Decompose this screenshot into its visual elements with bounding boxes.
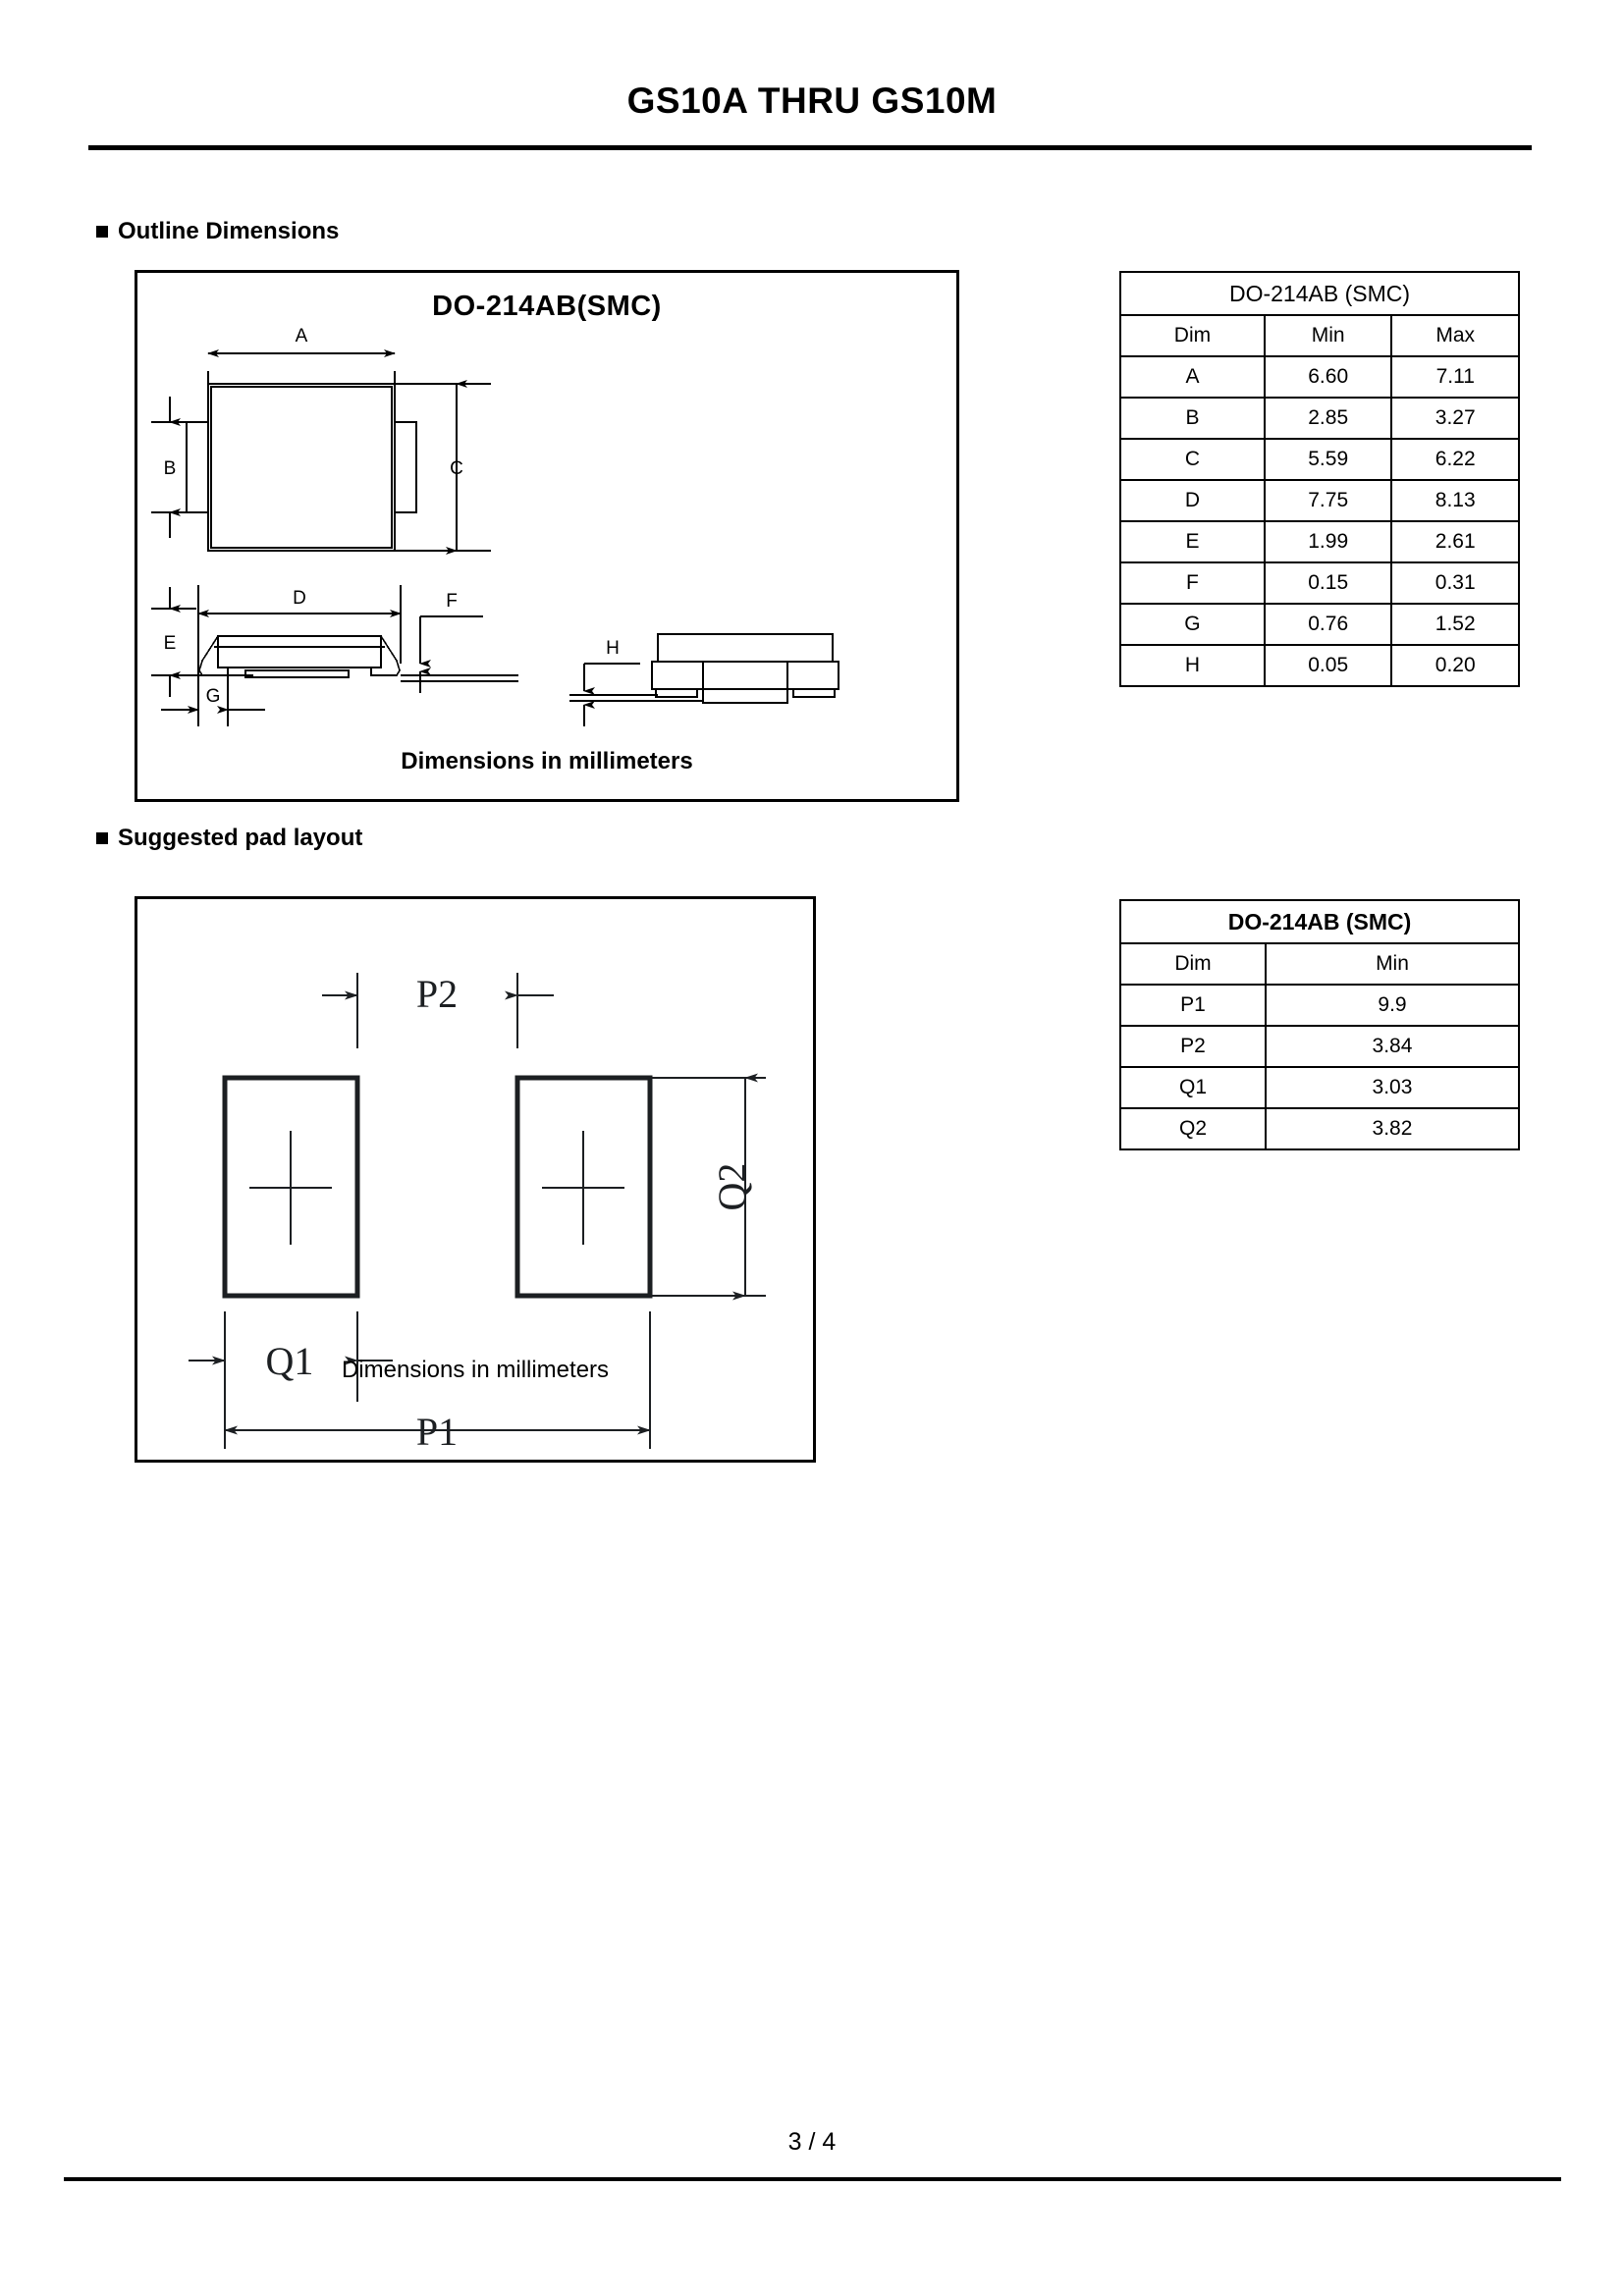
cell-max: 0.31 bbox=[1391, 562, 1519, 604]
cell-min: 6.60 bbox=[1265, 356, 1392, 398]
table-row bbox=[1120, 1108, 1519, 1149]
table-header-row bbox=[1120, 315, 1519, 356]
table-title-row bbox=[1120, 272, 1519, 315]
cell-dim: E bbox=[1120, 521, 1265, 562]
square-bullet-icon bbox=[96, 832, 108, 844]
cell-min: 7.75 bbox=[1265, 480, 1392, 521]
section-heading-suggested-pad-layout bbox=[96, 825, 362, 852]
cell-dim: B bbox=[1120, 398, 1265, 439]
cell-min: 0.15 bbox=[1265, 562, 1392, 604]
table-row bbox=[1120, 480, 1519, 521]
header-divider bbox=[88, 145, 1532, 150]
cell-max: 0.20 bbox=[1391, 645, 1519, 686]
cell-max: 7.11 bbox=[1391, 356, 1519, 398]
dim-label-C: C bbox=[450, 458, 463, 479]
dim-label-D: D bbox=[293, 588, 306, 609]
cell-dim: P1 bbox=[1120, 985, 1266, 1026]
table-title: DO-214AB (SMC) bbox=[1120, 272, 1519, 315]
cell-dim: Q1 bbox=[1120, 1067, 1266, 1108]
cell-dim: Q2 bbox=[1120, 1108, 1266, 1149]
table-row bbox=[1120, 439, 1519, 480]
table-row bbox=[1120, 521, 1519, 562]
dim-label-E: E bbox=[163, 633, 177, 654]
cell-dim: H bbox=[1120, 645, 1265, 686]
cell-min: 3.84 bbox=[1266, 1026, 1519, 1067]
footer-divider bbox=[64, 2177, 1561, 2181]
cell-max: 2.61 bbox=[1391, 521, 1519, 562]
cell-max: 6.22 bbox=[1391, 439, 1519, 480]
cell-min: 3.03 bbox=[1266, 1067, 1519, 1108]
table-row bbox=[1120, 398, 1519, 439]
outline-drawing-title: DO-214AB(SMC) bbox=[432, 291, 662, 322]
outline-dimension-table bbox=[1119, 271, 1520, 687]
cell-dim: F bbox=[1120, 562, 1265, 604]
cell-min: 2.85 bbox=[1265, 398, 1392, 439]
table-row bbox=[1120, 562, 1519, 604]
table-row bbox=[1120, 356, 1519, 398]
cell-max: 8.13 bbox=[1391, 480, 1519, 521]
section-heading-outline-dimensions bbox=[96, 218, 339, 245]
cell-max: 1.52 bbox=[1391, 604, 1519, 645]
column-header-min: Min bbox=[1265, 315, 1392, 356]
page-title: GS10A THRU GS10M bbox=[626, 80, 998, 121]
pad-layout-drawing-box bbox=[135, 896, 816, 1463]
table-row bbox=[1120, 604, 1519, 645]
table-title-row bbox=[1120, 900, 1519, 943]
dim-label-Q1: Q1 bbox=[265, 1339, 314, 1383]
table-title: DO-214AB (SMC) bbox=[1120, 900, 1519, 943]
column-header-dim: Dim bbox=[1120, 315, 1265, 356]
cell-min: 0.05 bbox=[1265, 645, 1392, 686]
cell-dim: C bbox=[1120, 439, 1265, 480]
dim-label-P1: P1 bbox=[415, 1410, 459, 1454]
table-row bbox=[1120, 645, 1519, 686]
cell-max: 3.27 bbox=[1391, 398, 1519, 439]
cell-dim: D bbox=[1120, 480, 1265, 521]
dim-label-B: B bbox=[163, 458, 177, 479]
table-row bbox=[1120, 1026, 1519, 1067]
table-header-row bbox=[1120, 943, 1519, 985]
dim-label-Q2: Q2 bbox=[710, 1162, 754, 1211]
table-row bbox=[1120, 985, 1519, 1026]
cell-min: 1.99 bbox=[1265, 521, 1392, 562]
table-row bbox=[1120, 1067, 1519, 1108]
dim-label-G: G bbox=[205, 686, 221, 707]
outline-caption: Dimensions in millimeters bbox=[401, 748, 693, 774]
column-header-max: Max bbox=[1391, 315, 1519, 356]
outline-drawing-box bbox=[135, 270, 959, 802]
cell-dim: P2 bbox=[1120, 1026, 1266, 1067]
column-header-dim: Dim bbox=[1120, 943, 1266, 985]
cell-min: 0.76 bbox=[1265, 604, 1392, 645]
dim-label-P2: P2 bbox=[415, 972, 459, 1016]
section-heading-label: Outline Dimensions bbox=[118, 218, 340, 244]
cell-min: 3.82 bbox=[1266, 1108, 1519, 1149]
outline-drawing-graphic bbox=[137, 273, 956, 799]
cell-dim: A bbox=[1120, 356, 1265, 398]
dim-label-F: F bbox=[446, 591, 458, 612]
dim-label-H: H bbox=[606, 638, 620, 659]
section-heading-label: Suggested pad layout bbox=[118, 825, 363, 851]
dim-label-A: A bbox=[295, 326, 308, 347]
pad-layout-dimension-table bbox=[1119, 899, 1520, 1150]
column-header-min: Min bbox=[1266, 943, 1519, 985]
page-number: 3 / 4 bbox=[787, 2128, 837, 2156]
cell-min: 5.59 bbox=[1265, 439, 1392, 480]
cell-dim: G bbox=[1120, 604, 1265, 645]
pad-layout-caption: Dimensions in millimeters bbox=[341, 1357, 610, 1383]
cell-min: 9.9 bbox=[1266, 985, 1519, 1026]
square-bullet-icon bbox=[96, 226, 108, 238]
